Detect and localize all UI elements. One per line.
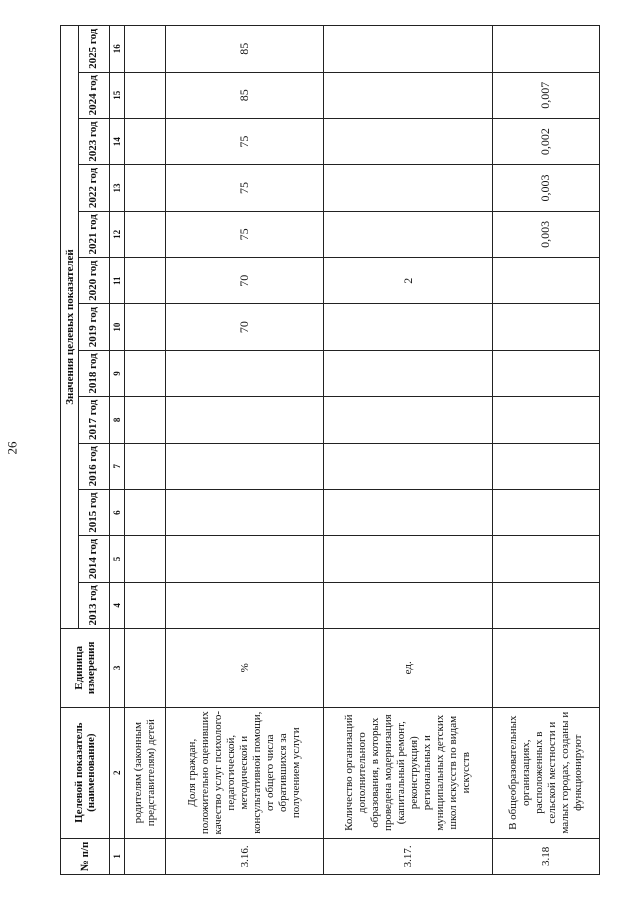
column-number: 4 — [110, 582, 125, 628]
column-number: 15 — [110, 72, 125, 118]
column-number: 8 — [110, 397, 125, 443]
indicator-name: Доля граждан, положительно оценивших качество услуг психолого-педагогической, методической и консультативной помощи, от общего числа обратившихся за получением услуги — [166, 707, 324, 838]
column-number: 7 — [110, 443, 125, 489]
year-header: 2025 год — [79, 26, 110, 73]
table-row — [492, 26, 599, 875]
value-cell — [166, 397, 324, 443]
value-cell: 0,003 — [492, 211, 599, 257]
column-number: 11 — [110, 258, 125, 304]
year-header: 2017 год — [79, 397, 110, 443]
value-cell — [324, 26, 492, 73]
unit-cell — [125, 629, 166, 708]
header-num: № п/п — [61, 838, 110, 874]
value-cell — [166, 489, 324, 535]
value-cell — [324, 397, 492, 443]
rotated-table-page — [60, 25, 600, 875]
column-number: 14 — [110, 118, 125, 164]
value-cell: 85 — [166, 26, 324, 73]
value-cell — [492, 258, 599, 304]
value-cell — [324, 443, 492, 489]
unit-cell — [492, 629, 599, 708]
value-cell — [125, 211, 166, 257]
value-cell — [492, 397, 599, 443]
unit-cell: ед. — [324, 629, 492, 708]
column-number: 5 — [110, 536, 125, 582]
column-number: 13 — [110, 165, 125, 211]
value-cell: 0,007 — [492, 72, 599, 118]
table-row — [324, 26, 492, 875]
year-header: 2016 год — [79, 443, 110, 489]
year-header: 2018 год — [79, 350, 110, 396]
page-number: 26 — [4, 441, 19, 455]
year-header: 2019 год — [79, 304, 110, 350]
value-cell — [125, 536, 166, 582]
row-number: 3.16. — [166, 838, 324, 874]
year-header: 2024 год — [79, 72, 110, 118]
value-cell — [492, 26, 599, 73]
value-cell — [125, 397, 166, 443]
value-cell — [125, 582, 166, 628]
table-row — [166, 26, 324, 875]
value-cell — [324, 582, 492, 628]
rotated-table-wrapper — [60, 25, 600, 875]
table-body — [125, 26, 600, 875]
column-number: 6 — [110, 489, 125, 535]
unit-cell: % — [166, 629, 324, 708]
target-indicators-table — [60, 25, 600, 875]
year-header: 2013 год — [79, 582, 110, 628]
value-cell — [166, 582, 324, 628]
value-cell: 75 — [166, 118, 324, 164]
column-number: 10 — [110, 304, 125, 350]
value-cell: 2 — [324, 258, 492, 304]
column-number: 9 — [110, 350, 125, 396]
column-number: 1 — [110, 838, 125, 874]
column-number: 3 — [110, 629, 125, 708]
header-values-group: Значения целевых показателей — [61, 26, 79, 629]
column-number: 16 — [110, 26, 125, 73]
column-number-row — [110, 26, 125, 875]
column-number: 2 — [110, 707, 125, 838]
column-number: 12 — [110, 211, 125, 257]
value-cell — [125, 350, 166, 396]
value-cell — [125, 443, 166, 489]
year-header: 2021 год — [79, 211, 110, 257]
row-number: 3.18 — [492, 838, 599, 874]
value-cell — [125, 304, 166, 350]
value-cell: 85 — [166, 72, 324, 118]
year-header: 2014 год — [79, 536, 110, 582]
header-unit: Единица измерения — [61, 629, 110, 708]
value-cell — [125, 26, 166, 73]
value-cell — [492, 536, 599, 582]
value-cell — [125, 258, 166, 304]
year-header: 2020 год — [79, 258, 110, 304]
value-cell — [492, 443, 599, 489]
value-cell: 70 — [166, 304, 324, 350]
value-cell — [492, 304, 599, 350]
value-cell: 0,003 — [492, 165, 599, 211]
value-cell — [125, 118, 166, 164]
value-cell: 0,002 — [492, 118, 599, 164]
value-cell — [324, 211, 492, 257]
indicator-name: Количество организаций дополнительного образования, в которых проведена модернизация (капитальный ремонт, реконструкция) региональных и муниципальных детских школ искусств по видам искусств — [324, 707, 492, 838]
table-row — [125, 26, 166, 875]
row-number — [125, 838, 166, 874]
value-cell: 75 — [166, 211, 324, 257]
value-cell: 75 — [166, 165, 324, 211]
value-cell — [125, 165, 166, 211]
value-cell — [492, 582, 599, 628]
value-cell — [125, 489, 166, 535]
value-cell — [324, 165, 492, 211]
value-cell — [166, 536, 324, 582]
row-number: 3.17. — [324, 838, 492, 874]
indicator-name: родителям (законным представителям) детей — [125, 707, 166, 838]
value-cell — [492, 350, 599, 396]
value-cell — [166, 350, 324, 396]
value-cell — [166, 443, 324, 489]
value-cell: 70 — [166, 258, 324, 304]
value-cell — [125, 72, 166, 118]
value-cell — [324, 536, 492, 582]
year-header: 2023 год — [79, 118, 110, 164]
value-cell — [324, 304, 492, 350]
year-header: 2022 год — [79, 165, 110, 211]
value-cell — [324, 350, 492, 396]
indicator-name: В общеобразовательных организациях, расположенных в сельской местности и малых городах, созданы и функционируют — [492, 707, 599, 838]
value-cell — [492, 489, 599, 535]
value-cell — [324, 72, 492, 118]
year-header: 2015 год — [79, 489, 110, 535]
value-cell — [324, 489, 492, 535]
value-cell — [324, 118, 492, 164]
header-indicator: Целевой показатель (наименование) — [61, 707, 110, 838]
